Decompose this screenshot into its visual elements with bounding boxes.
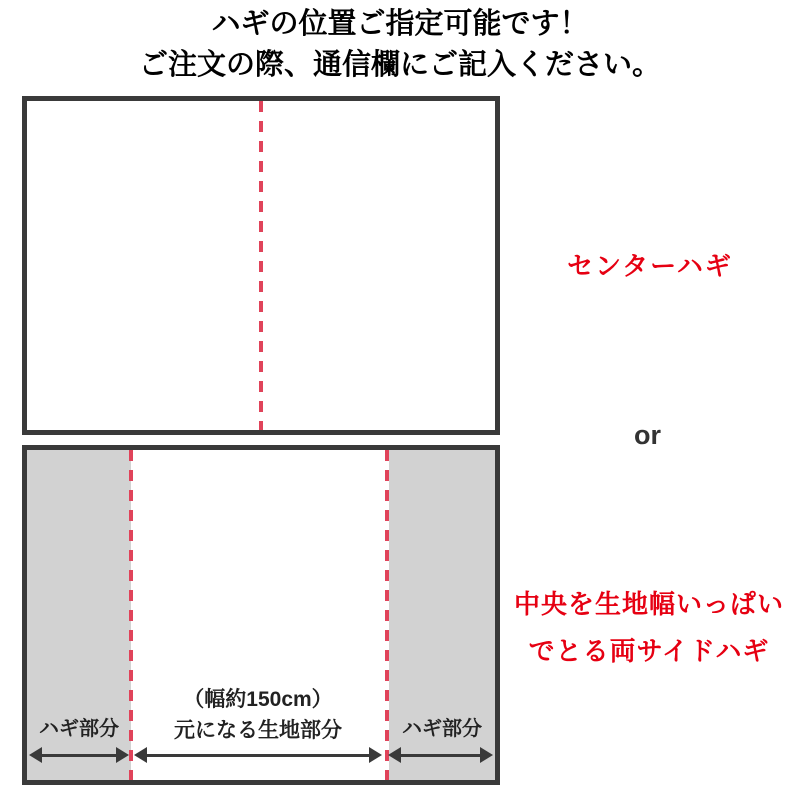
left-seam-panel-label: ハギ部分	[39, 718, 119, 740]
left-width-arrow	[29, 747, 129, 763]
right-width-arrow	[388, 747, 493, 763]
arrow-line	[143, 754, 373, 757]
side-seam-label-line1: 中央を生地幅いっぱい	[513, 589, 784, 619]
page-title-line2: ご注文の際、通信欄にご記入ください。	[138, 49, 661, 81]
fabric-width-note: （幅約150cm）	[183, 688, 333, 711]
arrow-line	[397, 754, 484, 757]
center-width-arrow	[134, 747, 382, 763]
page-title-line1: ハギの位置ご指定可能です！	[211, 8, 589, 40]
center-seam-diagram	[22, 96, 500, 435]
center-seam-dashed-line	[259, 101, 263, 430]
base-fabric-label: 元になる生地部分	[174, 719, 342, 742]
center-seam-label: センターハギ	[567, 251, 733, 281]
side-seam-diagram	[22, 445, 500, 785]
right-seam-panel-label: ハギ部分	[402, 718, 482, 740]
arrow-line	[38, 754, 120, 757]
or-divider: or	[634, 420, 661, 450]
side-seam-label-line2: でとる両サイドハギ	[528, 636, 770, 666]
